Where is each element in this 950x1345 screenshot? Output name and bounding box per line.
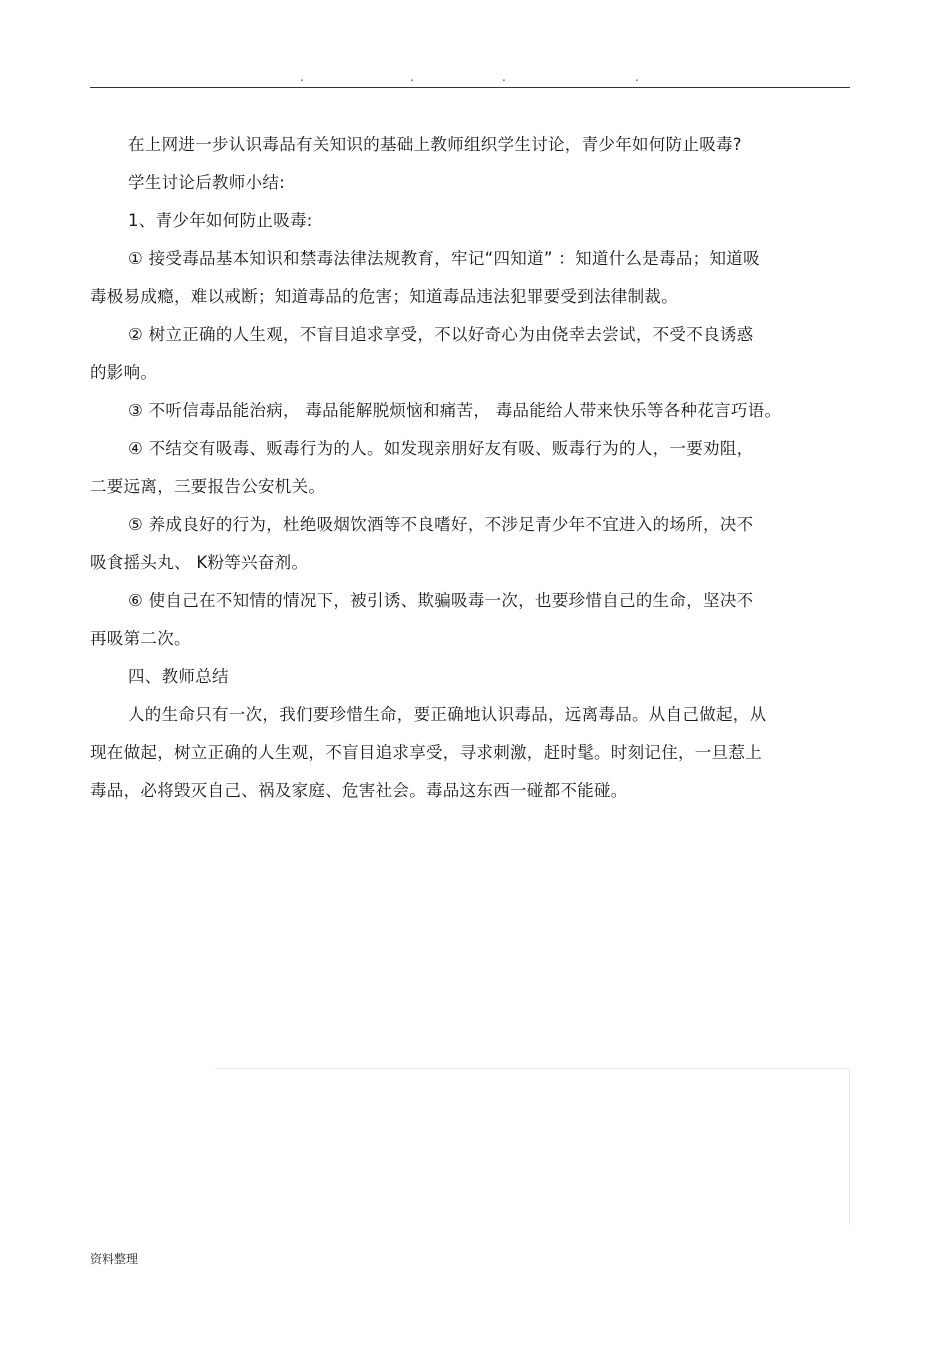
summary-line: 人的生命只有一次，我们要珍惜生命，要正确地认识毒品，远离毒品。从自己做起，从	[128, 705, 767, 724]
list-item-1-cont: 毒极易成瘾，难以戒断；知道毒品的危害；知道毒品违法犯罪要受到法律制裁。	[90, 287, 678, 306]
list-item-2: ② 树立正确的人生观，不盲目追求享受，不以好奇心为由侥幸去尝试，不受不良诱惑	[128, 325, 754, 344]
paragraph-line: 学生讨论后教师小结:	[128, 173, 286, 192]
list-item-2-cont: 的影响。	[90, 363, 158, 382]
list-item-5: ⑤ 养成良好的行为，杜绝吸烟饮酒等不良嗜好，不涉足青少年不宜进入的场所，决不	[128, 515, 754, 534]
header-dots	[90, 70, 850, 84]
section-heading: 四、教师总结	[128, 667, 229, 686]
footer-frame	[215, 1068, 850, 1225]
summary-line: 毒品，必将毁灭自己、祸及家庭、危害社会。毒品这东西一碰都不能碰。	[90, 781, 628, 800]
list-item-5-cont: 吸食摇头丸、 K粉等兴奋剂。	[90, 553, 309, 572]
list-item-4-cont: 二要远离，三要报告公安机关。	[90, 477, 326, 496]
list-item-6-cont: 再吸第二次。	[90, 629, 191, 648]
list-item-1: ① 接受毒品基本知识和禁毒法律法规教育，牢记“四知道” ：知道什么是毒品；知道吸	[128, 249, 760, 268]
paragraph-line: 在上网进一步认识毒品有关知识的基础上教师组织学生讨论，青少年如何防止吸毒?	[128, 135, 742, 154]
list-item-3: ③ 不听信毒品能治病， 毒品能解脱烦恼和痛苦， 毒品能给人带来快乐等各种花言巧语。	[128, 401, 782, 420]
document-body	[90, 126, 845, 810]
list-item-6: ⑥ 使自己在不知情的情况下，被引诱、欺骗吸毒一次，也要珍惜自己的生命，坚决不	[128, 591, 754, 610]
section-heading: 1、青少年如何防止吸毒:	[128, 211, 313, 230]
header-rule	[90, 87, 850, 88]
footer-label: 资料整理	[90, 1252, 139, 1266]
list-item-4: ④ 不结交有吸毒、贩毒行为的人。如发现亲朋好友有吸、贩毒行为的人，一要劝阻，	[128, 439, 754, 458]
header-dot: .	[635, 70, 639, 84]
header-dot: .	[410, 70, 414, 84]
header-dot: .	[502, 70, 506, 84]
header-dot: .	[300, 70, 304, 84]
summary-line: 现在做起，树立正确的人生观，不盲目追求享受，寻求刺激，赶时髦。时刻记住，一旦惹上	[90, 743, 762, 762]
